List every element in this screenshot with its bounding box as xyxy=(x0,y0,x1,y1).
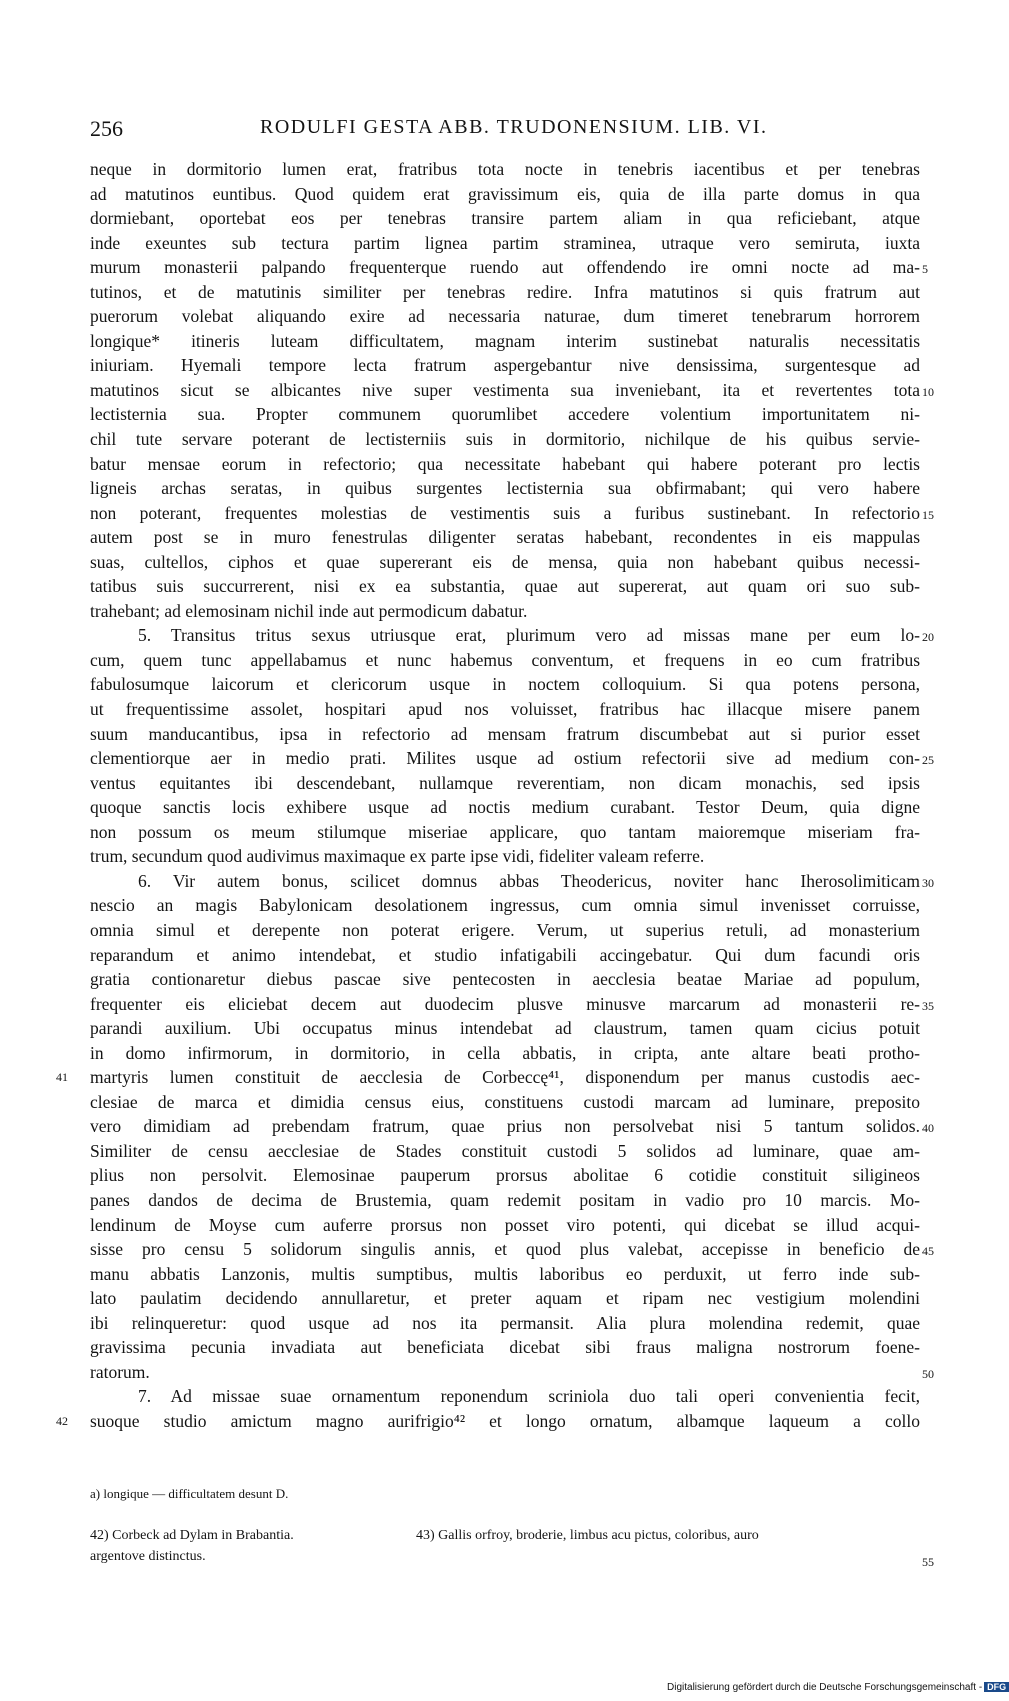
text-line xyxy=(90,1213,920,1238)
text-line xyxy=(90,1237,934,1262)
line-text: non possum os meum stilumque miseriae applicare, quo tantam maioremque miseriam fra- xyxy=(90,821,920,842)
line-text: ad matutinos euntibus. Quod quidem erat gravissimum eis, quia de illa parte domus in qua xyxy=(90,183,920,204)
line-text: dormiebant, oportebat eos per tenebras transire partem aliam in qua reficiebant, atque xyxy=(90,208,920,229)
line-number: 30 xyxy=(922,875,934,890)
line-text: parandi auxilium. Ubi occupatus minus intendebat ad claustrum, tamen quam cicius potuit xyxy=(90,1018,920,1039)
line-text: lectisternia sua. Propter communem quorumlibet accedere volentium importunitatem ni- xyxy=(90,404,920,425)
text-line xyxy=(90,525,920,550)
text-line xyxy=(90,918,920,943)
text-line xyxy=(90,869,934,894)
text-line xyxy=(90,967,920,992)
line-text: 5. Transitus tritus sexus utriusque erat, plurimum vero ad missas mane per eum lo- xyxy=(138,625,920,646)
line-text: autem post se in muro fenestrulas diligenter seratas habebant, recondentes in eis mappulas xyxy=(90,527,920,548)
line-text: longique* itineris luteam difficultatem, magnam interim sustinebat naturalis necessitatis xyxy=(90,330,920,351)
line-text: iniuriam. Hyemali tempore lecta fratrum aspergebantur nive densissima, surgentesque ad xyxy=(90,355,920,376)
digitization-credit: Digitalisierung gefördert durch die Deutsche Forschungsgemeinschaft - xyxy=(667,1682,983,1693)
line-number: 25 xyxy=(922,753,934,768)
line-text: ibi relinqueretur: quod usque ad nos ita permansit. Alia plura molendina redemit, quae xyxy=(90,1312,920,1333)
line-number: 50 xyxy=(922,1366,934,1381)
text-line xyxy=(90,1188,920,1213)
line-text: omnia simul et derepente non poterat erigere. Verum, ut superius retuli, ad monasterium xyxy=(90,919,920,940)
text-line xyxy=(90,378,934,403)
line-text: murum monasterii palpando frequenterque ruendo aut offendendo ire omni nocte ad ma- xyxy=(90,257,920,278)
text-line xyxy=(90,599,920,624)
text-line xyxy=(90,722,920,747)
line-number: 20 xyxy=(922,630,934,645)
critical-apparatus: a) longique — difficultatem desunt D. xyxy=(90,1486,289,1501)
text-line xyxy=(90,329,920,354)
text-line xyxy=(90,182,920,207)
text-line xyxy=(90,820,920,845)
text-line xyxy=(90,623,934,648)
text-line xyxy=(90,893,920,918)
line-text: panes dandos de decima de Brustemia, quam redemit positam in vadio pro 10 marcis. Mo- xyxy=(90,1189,920,1210)
line-text: in domo infirmorum, in dormitorio, in cella abbatis, in cripta, ante altare beati protho- xyxy=(90,1042,920,1063)
line-text: lendinum de Moyse cum auferre prorsus non posset viro potenti, qui dicebat se illud acqui- xyxy=(90,1214,920,1235)
text-line xyxy=(90,1163,920,1188)
line-text: ventus equitantes ibi descendebant, nullamque reverentiam, non dicam monachis, sed ipsis xyxy=(90,772,920,793)
body-text xyxy=(56,157,934,1433)
line-number: 55 xyxy=(922,1555,934,1569)
footnote-43: 43) Gallis orfroy, broderie, limbus acu pictus, coloribus, auro xyxy=(416,1528,759,1543)
text-line xyxy=(90,206,920,231)
line-text: frequenter eis eliciebat decem aut duodecim plusve minusve marcarum ad monasterii re- xyxy=(90,993,920,1014)
page-header xyxy=(0,116,1000,146)
line-text: suoque studio amictum magno aurifrigio⁴² et longo ornatum, albamque laqueum a collo xyxy=(90,1410,920,1431)
line-text: neque in dormitorio lumen erat, fratribus tota nocte in tenebris iacentibus et per tenebras xyxy=(90,159,920,179)
line-text: tatibus suis succurrerent, nisi ex ea substantia, quae aut supererat, aut quam ori suo sub- xyxy=(90,576,920,597)
line-text: reparandum et animo intendebat, et studio infatigabili accingebatur. Qui dum facundi oris xyxy=(90,944,920,965)
line-number: 45 xyxy=(922,1244,934,1259)
text-line xyxy=(90,157,920,182)
text-line xyxy=(90,550,920,575)
line-text: 7. Ad missae suae ornamentum reponendum scriniola duo tali operi convenientia fecit, xyxy=(138,1386,920,1407)
text-line xyxy=(90,844,920,869)
line-text: gratia contionaretur diebus pascae sive pentecosten in aecclesia beatae Mariae ad populum, xyxy=(90,969,920,990)
line-number: 40 xyxy=(922,1121,934,1136)
text-line xyxy=(90,648,920,673)
line-text: quoque sanctis locis exhibere usque ad noctis medium curabant. Testor Deum, quia digne xyxy=(90,797,920,818)
text-line xyxy=(90,574,920,599)
line-text: sisse pro censu 5 solidorum singulis annis, et quod plus valebat, accepisse in beneficio de xyxy=(90,1239,920,1260)
line-number: 35 xyxy=(922,998,934,1013)
line-text: ligneis archas seratas, in quibus surgentes lectisternia sua obfirmabant; qui vero habere xyxy=(90,478,920,499)
line-text: ratorum. xyxy=(90,1361,150,1382)
line-number: 10 xyxy=(922,384,934,399)
digitization-footer xyxy=(667,1682,1009,1693)
running-title: RODULFI GESTA ABB. TRUDONENSIUM. LIB. VI. xyxy=(260,116,768,138)
line-text: martyris lumen constituit de aecclesia de Corbeccę⁴¹, disponendum per manus custodis aec- xyxy=(90,1067,920,1088)
text-line xyxy=(90,1335,920,1360)
line-text: tutinos, et de matutinis similiter per tenebras redire. Infra matutinos si quis fratrum aut xyxy=(90,281,920,302)
text-line xyxy=(90,231,920,256)
text-line xyxy=(90,255,928,280)
line-text: gravissima pecunia invadiata aut beneficiata dicebat sibi fraus maligna nostrorum foene- xyxy=(90,1337,920,1358)
line-text: inde exeuntes sub tectura partim lignea partim straminea, utraque vero semiruta, iuxta xyxy=(90,232,920,253)
line-text: ut frequentissime assolet, hospitari apud nos voluisset, fratribus hac illacque misere panem xyxy=(90,699,920,720)
text-line xyxy=(90,280,920,305)
footnote-row xyxy=(90,1546,920,1567)
line-text: suum manducantibus, ipsa in refectorio ad mensam fratrum discumbebat aut si purior esset xyxy=(90,723,920,744)
text-line xyxy=(90,746,934,771)
text-line xyxy=(90,402,920,427)
text-line xyxy=(90,452,920,477)
line-text: cum, quem tunc appellabamus et nunc habemus conventum, et frequens in eo cum fratribus xyxy=(90,649,920,670)
text-line xyxy=(90,1139,920,1164)
text-line xyxy=(90,1090,920,1115)
footnotes xyxy=(90,1525,934,1569)
text-line xyxy=(90,1384,920,1409)
line-text: manu abbatis Lanzonis, multis sumptibus, multis laboribus eo perduxit, ut ferro inde sub- xyxy=(90,1263,920,1284)
text-line xyxy=(90,1041,920,1066)
footnote-row xyxy=(90,1525,920,1546)
text-line xyxy=(90,672,920,697)
footnote-43-continuation: argentove distinctus. xyxy=(90,1549,206,1564)
line-text: matutinos sicut se albicantes nive super vestimenta sua inveniebant, ita et revertentes tota xyxy=(90,379,920,400)
line-text: vero dimidiam ad prebendam fratrum, quae prius non persolvebat nisi 5 tantum solidos. xyxy=(90,1116,920,1137)
line-text: lato paulatim decidendo annullaretur, et preter aquam et ripam nec vestigium molendini xyxy=(90,1288,920,1309)
dfg-logo: DFG xyxy=(984,1682,1009,1692)
footnote-marker: 41 xyxy=(56,1070,68,1085)
line-text: 6. Vir autem bonus, scilicet domnus abbas Theodericus, noviter hanc Iherosolimiticam xyxy=(138,870,920,891)
text-line xyxy=(90,1114,934,1139)
line-text: chil tute servare poterant de lectisterniis suis in dormitorio, nichilque de his quibus servie- xyxy=(90,429,920,450)
text-line xyxy=(90,943,920,968)
line-text: puerorum volebat aliquando exire ad necessaria naturae, dum timeret tenebrarum horrorem xyxy=(90,306,920,327)
text-line xyxy=(56,1065,920,1090)
line-text: plius non persolvit. Elemosinae pauperum prorsus abolitae 6 cotidie constituit siligineos xyxy=(90,1165,920,1186)
text-line xyxy=(90,795,920,820)
text-line xyxy=(90,1016,920,1041)
footnote-42: 42) Corbeck ad Dylam in Brabantia. xyxy=(90,1528,294,1543)
footnote-marker: 42 xyxy=(56,1413,68,1428)
text-line xyxy=(56,1409,920,1434)
text-line xyxy=(90,1286,920,1311)
line-text: clesiae de marca et dimidia census eius, constituens custodi marcam ad luminare, preposito xyxy=(90,1091,920,1112)
text-line xyxy=(90,1311,920,1336)
text-line xyxy=(90,427,920,452)
line-number: 5 xyxy=(922,262,928,277)
text-line xyxy=(90,1360,934,1385)
line-text: nescio an magis Babylonicam desolationem ingressus, cum omnia simul invenisset corruisse, xyxy=(90,895,920,916)
line-text: clementiorque aer in medio prati. Milites usque ad ostium refectorii sive ad medium con- xyxy=(90,748,920,769)
text-line xyxy=(90,304,920,329)
line-text: batur mensae eorum in refectorio; qua necessitate habebant qui habere poterant pro lectis xyxy=(90,453,920,474)
text-line xyxy=(90,476,920,501)
text-line xyxy=(90,501,934,526)
text-line xyxy=(90,992,934,1017)
line-number: 15 xyxy=(922,507,934,522)
text-line xyxy=(90,353,920,378)
text-line xyxy=(90,697,920,722)
line-text: Similiter de censu aecclesiae de Stades constituit custodi 5 solidos ad luminare, quae am- xyxy=(90,1140,920,1161)
line-text: non poterant, frequentes molestias de vestimentis suis a furibus sustinebant. In refectorio xyxy=(90,502,920,523)
line-text: trahebant; ad elemosinam nichil inde aut permodicum dabatur. xyxy=(90,600,528,621)
text-line xyxy=(90,771,920,796)
line-text: fabulosumque laicorum et clericorum usque in noctem colloquium. Si qua potens persona, xyxy=(90,674,920,695)
text-line xyxy=(90,1262,920,1287)
line-text: suas, cultellos, ciphos et quae supererant eis de mensa, quia non habebant quibus necessi- xyxy=(90,551,920,572)
page-number: 256 xyxy=(90,116,123,141)
line-text: trum, secundum quod audivimus maximaque ex parte ipse vidi, fideliter valeam referre. xyxy=(90,846,705,867)
